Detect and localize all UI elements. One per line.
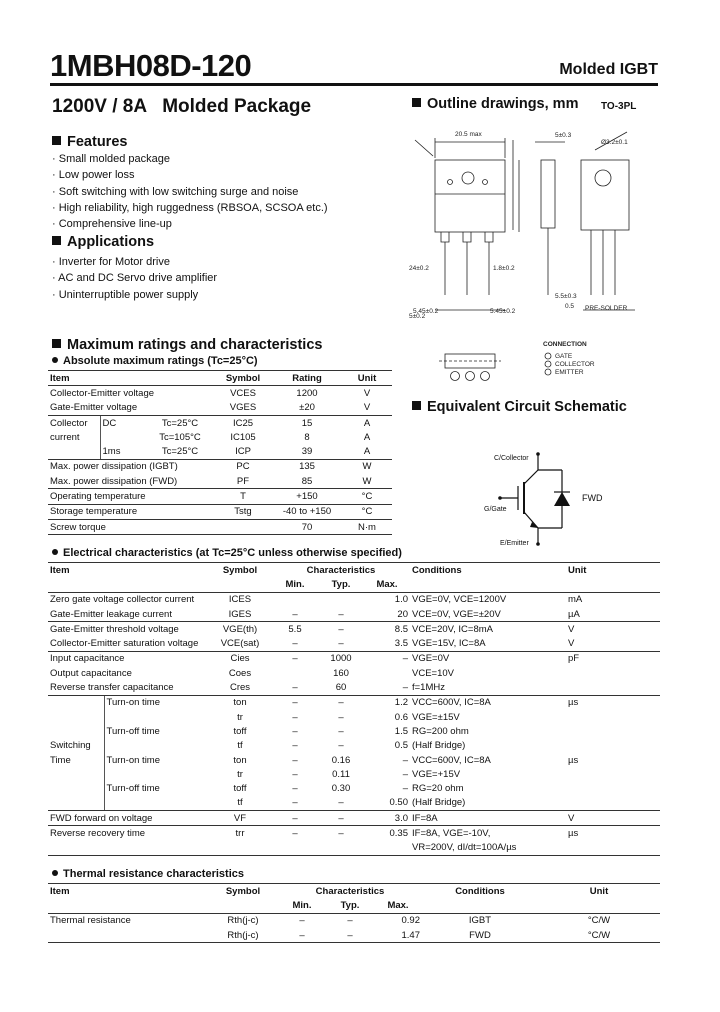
table-row: VR=200V, dI/dt=100A/µs [48, 841, 660, 856]
abs-max-title: Absolute maximum ratings (Tc=25°C) [52, 355, 258, 367]
col-min: Min. [278, 898, 326, 913]
table-row: Switching tf – – 0.5 (Half Bridge) [50, 740, 466, 752]
table-row: tr – – 0.6 VGE=±15V [48, 710, 660, 724]
dim-lead-pitch: 5±0.2 [409, 313, 426, 320]
fwd-label: FWD [582, 493, 603, 503]
dim-pitch-left: 5.45±0.2 [413, 308, 439, 315]
col-conditions: Conditions [422, 884, 538, 899]
table-row: Reverse recovery time trr – – 0.35 IF=8A, VGE=-10V, µs [50, 827, 579, 839]
gate-label: G/Gate [484, 506, 507, 513]
col-item: Item [48, 371, 214, 386]
dim-pitch-right: 5.45±0.2 [490, 308, 516, 315]
table-row: Reverse transfer capacitance Cres – 60 – f=1MHz [48, 680, 660, 695]
dim-hole: Ø3.2±0.1 [601, 139, 628, 146]
schematic-heading: Equivalent Circuit Schematic [412, 399, 627, 415]
col-conditions: Conditions [410, 563, 566, 578]
part-number: 1MBH08D-120 [50, 48, 252, 83]
col-item: Item [48, 884, 208, 899]
table-header-row [48, 884, 660, 899]
outline-heading: Outline drawings, mm [412, 96, 578, 112]
connection-collector: COLLECTOR [555, 361, 595, 368]
thermal-table [48, 883, 660, 943]
table-row: Collector-Emitter saturation voltage VCE(sat) – – 3.5 VGE=15V, IC=8A V [48, 636, 660, 651]
package-code: TO-3PL [601, 101, 637, 112]
package-title: 1200V / 8A Molded Package [52, 96, 312, 117]
dim-side-a: 5.5±0.3 [555, 293, 577, 300]
dim-thickness: 5±0.3 [555, 132, 572, 139]
max-ratings-heading: Maximum ratings and characteristics [52, 337, 322, 353]
table-row: Max. power dissipation (FWD) PF 85 W [48, 474, 392, 489]
electrical-table [48, 562, 660, 856]
table-header-row [48, 563, 660, 578]
table-row: Turn-off time toff – – 1.5 RG=200 ohm [48, 724, 660, 738]
bullet-dot-icon [52, 870, 58, 876]
dim-side-b: 0.5 [565, 303, 575, 310]
bullet-square-icon [52, 236, 61, 245]
abs-max-table [48, 370, 392, 535]
features-heading: Features [52, 134, 127, 150]
col-typ: Typ. [318, 577, 364, 592]
table-row: Screw torque 70 N·m [48, 519, 392, 534]
table-row: Gate-Emitter voltage VGES ±20 V [48, 401, 392, 416]
table-row: Turn-off time toff – 0.30 – RG=20 ohm [48, 781, 660, 795]
table-row: Max. power dissipation (IGBT) PC 135 W [50, 461, 372, 473]
col-symbol: Symbol [208, 563, 272, 578]
connection-gate: GATE [555, 353, 573, 360]
feature-item: · Comprehensive line-up [52, 216, 328, 232]
feature-item: · High reliability, high ruggedness (RBSOA, SCSOA etc.) [52, 200, 328, 216]
features-list [52, 151, 328, 232]
feature-item: · Small molded package [52, 151, 328, 167]
table-row: Gate-Emitter leakage current IGES – – 20 VCE=0V, VGE=±20V µA [48, 607, 660, 622]
table-row: current Tc=105°C IC105 8 A [50, 431, 371, 443]
table-row: Collector DC Tc=25°C IC25 15 A [48, 415, 392, 430]
col-characteristics: Characteristics [278, 884, 422, 899]
table-row: 1ms Tc=25°C ICP 39 A [48, 444, 392, 459]
mounting-hole [462, 172, 474, 184]
dim-lead-width: 1.8±0.2 [493, 265, 515, 272]
bullet-square-icon [412, 401, 421, 410]
col-max: Max. [374, 898, 422, 913]
col-typ: Typ. [326, 898, 374, 913]
table-row: tr – 0.11 – VGE=+15V [48, 767, 660, 781]
connection-emitter: EMITTER [555, 369, 584, 376]
thermal-title: Thermal resistance characteristics [52, 868, 244, 880]
dim-lead-length: 24±0.2 [409, 265, 429, 272]
col-unit: Unit [538, 884, 660, 899]
application-item: · Inverter for Motor drive [52, 254, 217, 270]
table-row: Storage temperature Tstg -40 to +150 °C [48, 504, 392, 519]
header-rule [50, 83, 658, 86]
bullet-square-icon [52, 339, 61, 348]
equivalent-circuit [470, 448, 610, 548]
table-row: FWD forward on voltage VF – – 3.0 IF=8A V [48, 811, 660, 826]
electrical-title: Electrical characteristics (at Tc=25°C unless otherwise specified) [52, 547, 402, 559]
emitter-label: E/Emitter [500, 540, 529, 547]
device-type: Molded IGBT [559, 61, 658, 78]
col-item: Item [48, 563, 208, 578]
connection-title: CONNECTION [543, 341, 587, 348]
feature-item: · Soft switching with low switching surge and noise [52, 184, 328, 200]
col-max: Max. [364, 577, 410, 592]
table-row: tf – – 0.50 (Half Bridge) [48, 796, 660, 811]
col-symbol: Symbol [208, 884, 278, 899]
table-row: Collector-Emitter voltage VCES 1200 V [50, 387, 371, 399]
table-row: Turn-on time ton – – 1.2 VCC=600V, IC=8A µs [48, 695, 660, 710]
package-body-front [435, 160, 505, 232]
preform-label: PRE-SOLDER [585, 305, 628, 312]
table-header-row [48, 371, 392, 386]
package-body-side [541, 160, 555, 228]
col-rating: Rating [272, 371, 342, 386]
dim-width: 20.5 max [455, 131, 482, 138]
outline-drawing [405, 120, 660, 382]
table-row: Operating temperature T +150 °C [48, 489, 392, 504]
table-row: Rth(j-c) – – 1.47 FWD °C/W [48, 928, 660, 943]
table-subheader-row [48, 898, 660, 913]
table-row: Output capacitance Coes 160 VCE=10V [50, 667, 454, 679]
bullet-square-icon [412, 98, 421, 107]
application-item: · Uninterruptible power supply [52, 287, 217, 303]
table-row: Thermal resistance Rth(j-c) – – 0.92 IGBT °C/W [50, 915, 611, 927]
collector-label: C/Collector [494, 455, 529, 462]
col-min: Min. [272, 577, 318, 592]
applications-list [52, 254, 217, 303]
col-unit: Unit [342, 371, 392, 386]
feature-item: · Low power loss [52, 167, 328, 183]
col-characteristics: Characteristics [272, 563, 410, 578]
bullet-square-icon [52, 136, 61, 145]
table-row: Zero gate voltage collector current ICES 1.0 VGE=0V, VCE=1200V mA [50, 594, 583, 606]
table-row: Gate-Emitter threshold voltage VGE(th) 5.5 – 8.5 VCE=20V, IC=8mA V [50, 623, 575, 635]
application-item: · AC and DC Servo drive amplifier [52, 270, 217, 286]
col-unit: Unit [566, 563, 660, 578]
table-row: Time Turn-on time ton – 0.16 – VCC=600V, IC=8A µs [50, 754, 579, 766]
bullet-dot-icon [52, 357, 58, 363]
table-row: Input capacitance Cies – 1000 – VGE=0V pF [50, 653, 580, 665]
applications-heading: Applications [52, 234, 154, 250]
table-subheader-row [48, 577, 660, 592]
col-symbol: Symbol [214, 371, 272, 386]
bullet-dot-icon [52, 549, 58, 555]
diode-triangle [554, 492, 570, 506]
